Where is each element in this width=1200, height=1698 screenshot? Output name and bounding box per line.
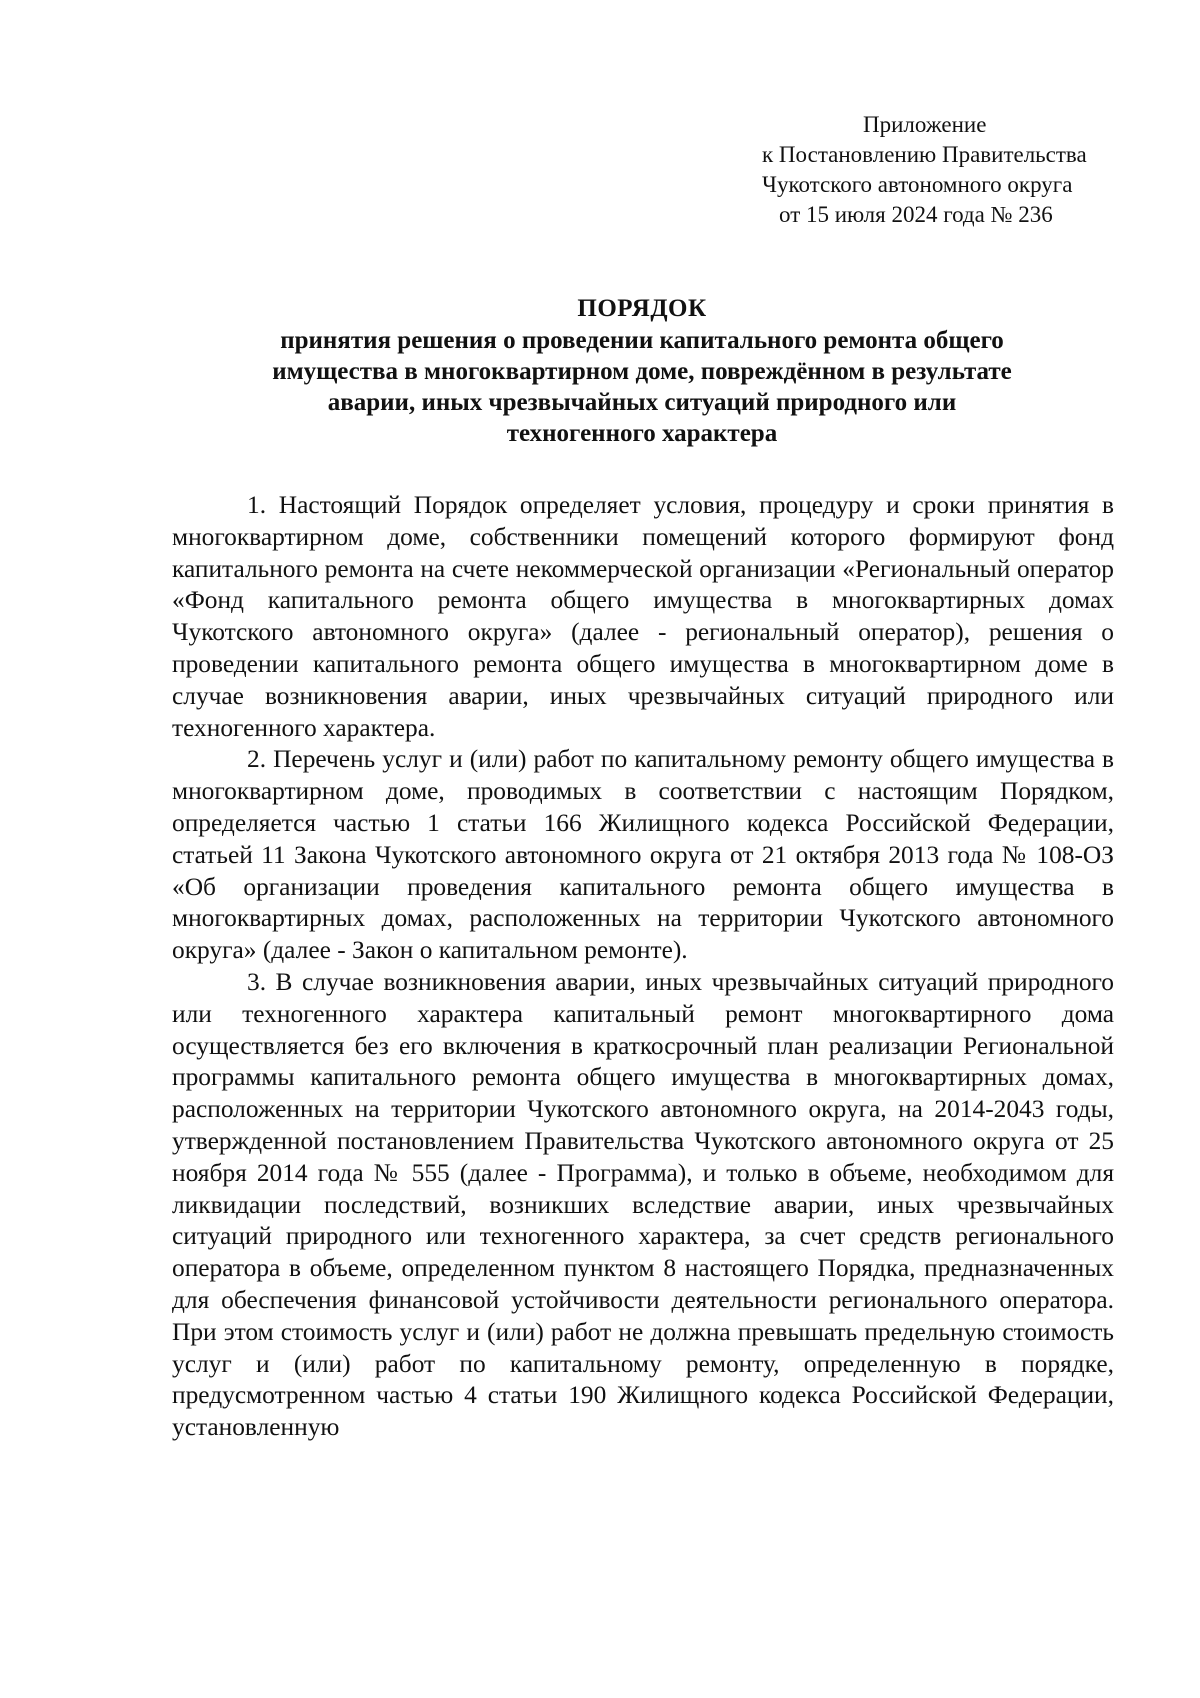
subtitle-line: техногенного характера xyxy=(506,420,778,447)
paragraph-1: 1. Настоящий Порядок определяет условия, процедуру и сроки принятия в многоквартирном доме, собственники помещений которого формируют фонд капитального ремонта на счете некоммерческой организации «Региональный оператор «Фонд капитального ремонта общего имущества в многоквартирных домах Чукотского автономного округа» (далее - региональный оператор), решения о проведении капитального ремонта общего имущества в многоквартирном доме в случае возникновения аварии, иных чрезвычайных ситуаций природного или техногенного характера. xyxy=(172,491,1114,742)
subtitle-line: аварии, иных чрезвычайных ситуаций природного или xyxy=(327,389,957,416)
title-main: ПОРЯДОК xyxy=(577,295,707,322)
appendix-line: к Постановлению Правительства xyxy=(762,142,1087,167)
appendix-line: от 15 июля 2024 года № 236 xyxy=(779,202,1053,227)
paragraph-3: 3. В случае возникновения аварии, иных чрезвычайных ситуаций природного или техногенного характера капитальный ремонт многоквартирного дома осуществляется без его включения в краткосрочный план реализации Региональной программы капитального ремонта общего имущества в многоквартирных домах, расположенных на территории Чукотского автономного округа, на 2014-2043 годы, утвержденной постановлением Правительства Чукотского автономного округа от 25 ноября 2014 года № 555 (далее - Программа), и только в объеме, необходимом для ликвидации последствий, возникших вследствие аварии, иных чрезвычайных ситуаций природного или техногенного характера, за счет средств регионального оператора в объеме, определенном пунктом 8 настоящего Порядка, предназначенных для обеспечения финансовой устойчивости деятельности регионального оператора. При этом стоимость услуг и (или) работ не должна превышать предельную стоимость услуг и (или) работ по капитальному ремонту, определенную в порядке, предусмотренном частью 4 статьи 190 Жилищного кодекса Российской Федерации, установленную xyxy=(172,967,1114,1442)
title-subtitle xyxy=(170,325,1114,449)
document-title xyxy=(170,293,1114,449)
appendix-line: Приложение xyxy=(863,112,987,137)
paragraph-2: 2. Перечень услуг и (или) работ по капитальному ремонту общего имущества в многоквартирном доме, проводимых в соответствии с настоящим Порядком, определяется частью 1 статьи 166 Жилищного кодекса Российской Федерации, статьей 11 Закона Чукотского автономного округа от 21 октября 2013 года № 108-ОЗ «Об организации проведения капитального ремонта общего имущества в многоквартирных домах, расположенных на территории Чукотского автономного округа» (далее - Закон о капитальном ремонте). xyxy=(172,745,1114,965)
appendix-line: Чукотского автономного округа xyxy=(762,172,1073,197)
subtitle-line: имущества в многоквартирном доме, повреждённом в результате xyxy=(272,358,1012,385)
appendix-header xyxy=(700,110,1120,230)
subtitle-line: принятия решения о проведении капитального ремонта общего xyxy=(280,327,1004,354)
document-body xyxy=(172,490,1114,1444)
